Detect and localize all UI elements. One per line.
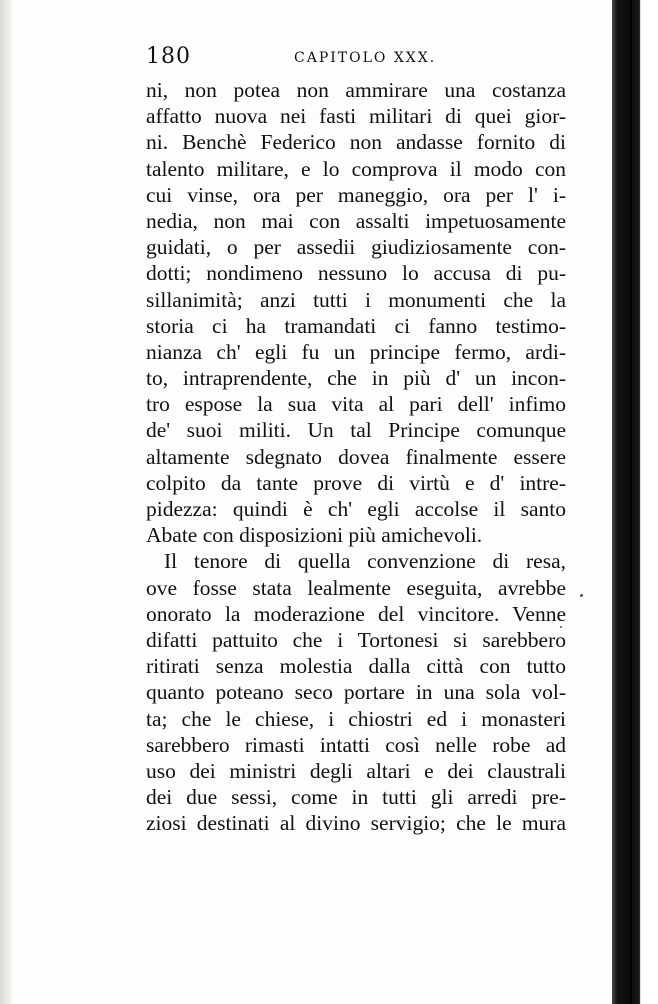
spine-edge-line — [630, 0, 632, 1004]
ink-speck — [580, 594, 583, 597]
text-line: tro espose la sua vita al pari dell' infimo — [146, 392, 566, 417]
text-line: de' suoi militi. Un tal Principe comunque — [146, 418, 566, 443]
page-left-edge — [0, 0, 14, 1004]
running-head: CAPITOLO XXX. — [294, 50, 437, 66]
text-line: difatti pattuito che i Tortonesi si sarebbero — [146, 627, 566, 652]
text-line: ni, non potea non ammirare una costanza — [146, 78, 566, 102]
text-line: nedia, non mai con assalti impetuosamente — [146, 208, 566, 233]
text-line: ritirati senza molestia dalla città con tutto — [146, 654, 566, 679]
page-number: 180 — [146, 44, 191, 69]
text-line: colpito da tante prove di virtù e d' intre- — [146, 470, 566, 495]
text-line: uso dei ministri degli altari e dei claustrali — [146, 758, 566, 783]
text-line: quanto poteano seco portare in una sola vol- — [146, 680, 566, 705]
text-line: talento militare, e lo comprova il modo con — [146, 156, 566, 181]
text-line: sarebbero rimasti intatti così nelle robe ad — [146, 732, 566, 757]
text-line: pidezza: quindi è ch' egli accolse il santo — [146, 497, 566, 521]
text-line: ziosi destinati al divino servigio; che le mura — [146, 811, 566, 836]
text-line: ove fosse stata lealmente eseguita, avrebbe — [146, 575, 566, 600]
text-line: nianza ch' egli fu un principe fermo, ardi- — [146, 339, 566, 364]
page-header — [146, 44, 564, 70]
text-line: to, intraprendente, che in più d' un incon- — [146, 366, 566, 391]
text-line: cui vinse, ora per maneggio, ora per l' i- — [146, 182, 566, 207]
text-line: altamente sdegnato dovea finalmente essere — [146, 444, 566, 469]
text-line: storia ci ha tramandati ci fanno testimo- — [146, 313, 566, 338]
text-line: dei due sessi, come in tutti gli arredi pre- — [146, 785, 566, 810]
paragraph-start-line: Il tenore di quella convenzione di resa, — [164, 549, 566, 574]
text-line: onorato la moderazione del vincitore. Venne — [146, 601, 566, 626]
text-line: sillanimità; anzi tutti i monumenti che la — [146, 287, 566, 312]
text-line: dotti; nondimeno nessuno lo accusa di pu- — [146, 261, 566, 286]
text-line: ta; che le chiese, i chiostri ed i monasteri — [146, 706, 566, 731]
text-line: guidati, o per assedii giudiziosamente con- — [146, 235, 566, 260]
text-line: affatto nuova nei fasti militari di quei gior- — [146, 104, 566, 129]
paragraph-end-line: Abate con disposizioni più amichevoli. — [146, 523, 483, 548]
ink-speck — [560, 626, 562, 628]
body-text — [146, 77, 566, 836]
book-spine — [612, 0, 658, 1004]
text-line: ni. Benchè Federico non andasse fornito di — [146, 130, 566, 155]
